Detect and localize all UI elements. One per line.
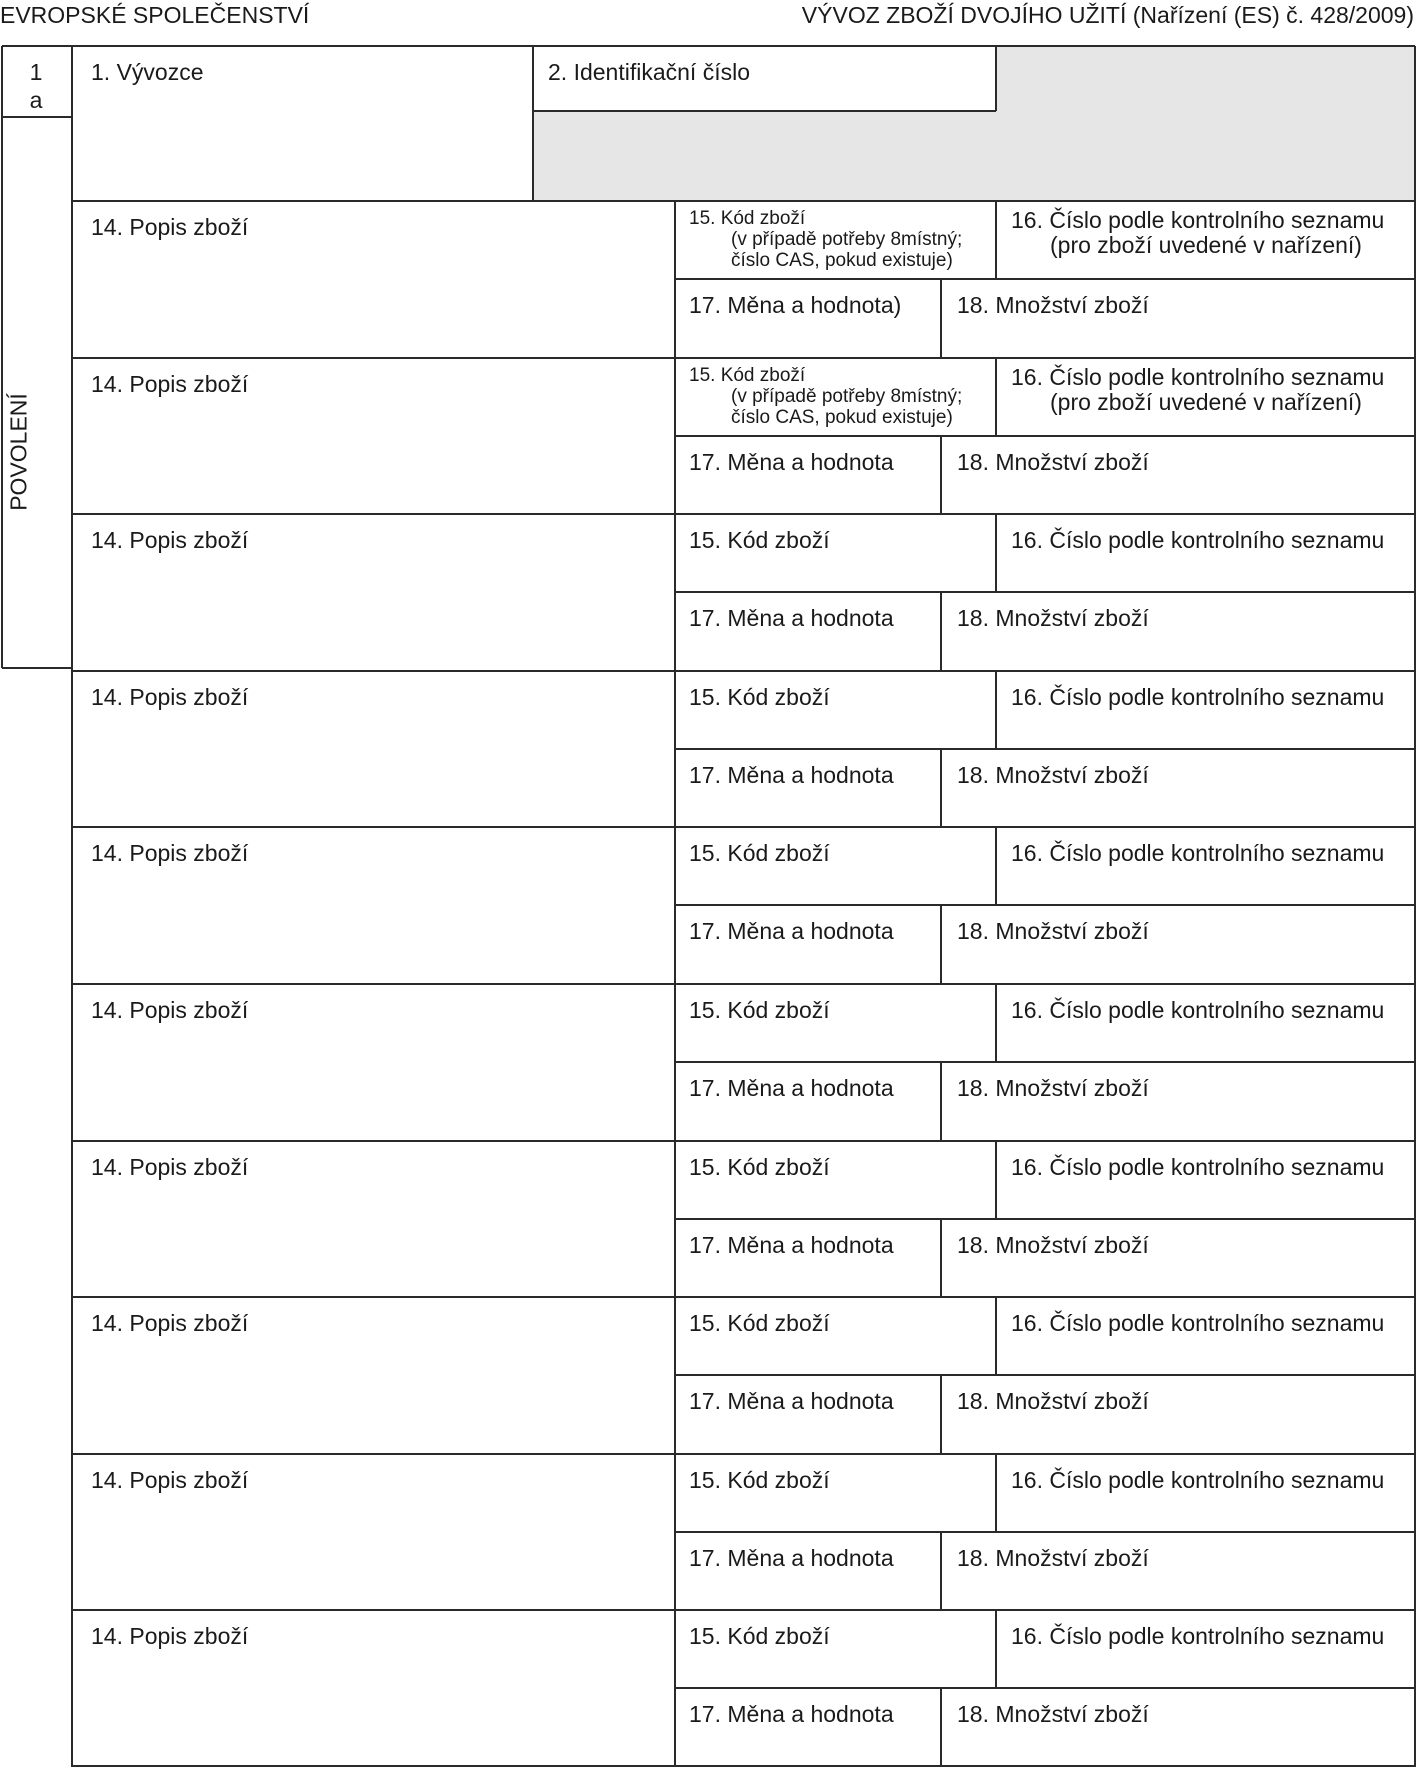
- item-7-quantity-label: 18. Množství zboží: [957, 1232, 1149, 1258]
- item-2-currency-label: 17. Měna a hodnota: [689, 449, 894, 475]
- item-9-mid-rule: [675, 1531, 1415, 1533]
- item-8-currency-divider: [940, 1375, 942, 1454]
- item-1-list-label: 16. Číslo podle kontrolního seznamu: [1011, 207, 1385, 233]
- shaded-area-right: [996, 46, 1415, 111]
- item-2-code-note-2: číslo CAS, pokud existuje): [731, 407, 953, 428]
- exporter-label: 1. Vývozce: [91, 59, 204, 85]
- id-right-border: [995, 46, 997, 111]
- item-6-code-label: 15. Kód zboží: [689, 997, 830, 1023]
- item-6-description-label: 14. Popis zboží: [91, 997, 249, 1023]
- item-1-quantity-label: 18. Množství zboží: [957, 292, 1149, 318]
- item-1-currency-divider: [940, 279, 942, 358]
- item-4-list-label: 16. Číslo podle kontrolního seznamu: [1011, 684, 1385, 710]
- item-7-code-label: 15. Kód zboží: [689, 1154, 830, 1180]
- main-left-border: [71, 46, 73, 1767]
- item-7-currency-label: 17. Měna a hodnota: [689, 1232, 894, 1258]
- item-9-list-label: 16. Číslo podle kontrolního seznamu: [1011, 1467, 1385, 1493]
- item-10-top-rule: [72, 1609, 1415, 1611]
- item-9-currency-label: 17. Měna a hodnota: [689, 1545, 894, 1571]
- item-7-code-divider: [995, 1141, 997, 1219]
- item-2-code-note-1: (v případě potřeby 8místný;: [731, 386, 963, 407]
- item-8-quantity-label: 18. Množství zboží: [957, 1388, 1149, 1414]
- item-9-currency-divider: [940, 1532, 942, 1610]
- header-community: EVROPSKÉ SPOLEČENSTVÍ: [0, 2, 310, 28]
- item-3-code-label: 15. Kód zboží: [689, 527, 830, 553]
- item-10-code-label: 15. Kód zboží: [689, 1623, 830, 1649]
- item-5-list-label: 16. Číslo podle kontrolního seznamu: [1011, 840, 1385, 866]
- id-bottom-border: [533, 110, 996, 112]
- side-letter: a: [29, 87, 43, 113]
- item-5-currency-label: 17. Měna a hodnota: [689, 918, 894, 944]
- item-9-code-divider: [995, 1454, 997, 1532]
- item-10-quantity-label: 18. Množství zboží: [957, 1701, 1149, 1727]
- item-3-currency-label: 17. Měna a hodnota: [689, 605, 894, 631]
- item-1-list-note: (pro zboží uvedené v nařízení): [1050, 232, 1362, 258]
- item-4-currency-label: 17. Měna a hodnota: [689, 762, 894, 788]
- item-2-list-label: 16. Číslo podle kontrolního seznamu: [1011, 364, 1385, 390]
- item-8-currency-label: 17. Měna a hodnota: [689, 1388, 894, 1414]
- item-5-description-label: 14. Popis zboží: [91, 840, 249, 866]
- item-2-code-label: 15. Kód zboží: [689, 365, 806, 386]
- item-7-list-label: 16. Číslo podle kontrolního seznamu: [1011, 1154, 1385, 1180]
- item-10-list-label: 16. Číslo podle kontrolního seznamu: [1011, 1623, 1385, 1649]
- item-7-description-label: 14. Popis zboží: [91, 1154, 249, 1180]
- item-6-top-rule: [72, 983, 1415, 985]
- item-1-description-label: 14. Popis zboží: [91, 214, 249, 240]
- item-4-code-label: 15. Kód zboží: [689, 684, 830, 710]
- item-6-quantity-label: 18. Množství zboží: [957, 1075, 1149, 1101]
- item-4-code-divider: [995, 671, 997, 749]
- item-4-top-rule: [72, 670, 1415, 672]
- item-3-description-label: 14. Popis zboží: [91, 527, 249, 553]
- item-2-list-note: (pro zboží uvedené v nařízení): [1050, 389, 1362, 415]
- item-8-code-divider: [995, 1297, 997, 1375]
- id-number-label: 2. Identifikační číslo: [548, 59, 750, 85]
- item-3-top-rule: [72, 513, 1415, 515]
- item-7-mid-rule: [675, 1218, 1415, 1220]
- exporter-divider: [532, 46, 534, 201]
- item-1-code-note-1: (v případě potřeby 8místný;: [731, 229, 963, 250]
- item-9-top-rule: [72, 1453, 1415, 1455]
- item-4-currency-divider: [940, 749, 942, 827]
- item-1-code-label: 15. Kód zboží: [689, 208, 806, 229]
- item-8-mid-rule: [675, 1374, 1415, 1376]
- item-1-mid-rule: [675, 278, 1415, 280]
- item-4-quantity-label: 18. Množství zboží: [957, 762, 1149, 788]
- item-1-currency-label: 17. Měna a hodnota): [689, 292, 902, 318]
- item-7-currency-divider: [940, 1219, 942, 1297]
- item-9-code-label: 15. Kód zboží: [689, 1467, 830, 1493]
- item-1-code-divider: [995, 201, 997, 279]
- item-1-code-note-2: číslo CAS, pokud existuje): [731, 250, 953, 271]
- item-3-mid-rule: [675, 591, 1415, 593]
- item-10-mid-rule: [675, 1687, 1415, 1689]
- item-8-code-label: 15. Kód zboží: [689, 1310, 830, 1336]
- item-3-list-label: 16. Číslo podle kontrolního seznamu: [1011, 527, 1385, 553]
- side-number: 1: [29, 59, 43, 85]
- item-2-code-divider: [995, 358, 997, 436]
- item-8-list-label: 16. Číslo podle kontrolního seznamu: [1011, 1310, 1385, 1336]
- item-2-currency-divider: [940, 436, 942, 514]
- item-5-code-divider: [995, 827, 997, 905]
- vertical-label: POVOLENÍ: [5, 393, 32, 511]
- item-2-mid-rule: [675, 435, 1415, 437]
- item-5-code-label: 15. Kód zboží: [689, 840, 830, 866]
- top-border: [2, 45, 1415, 47]
- item-5-quantity-label: 18. Množství zboží: [957, 918, 1149, 944]
- item-5-top-rule: [72, 826, 1415, 828]
- item-6-currency-divider: [940, 1062, 942, 1141]
- item-8-description-label: 14. Popis zboží: [91, 1310, 249, 1336]
- item-5-mid-rule: [675, 904, 1415, 906]
- item-2-top-rule: [72, 357, 1415, 359]
- item-10-code-divider: [995, 1610, 997, 1688]
- item-10-currency-divider: [940, 1688, 942, 1767]
- item-10-currency-label: 17. Měna a hodnota: [689, 1701, 894, 1727]
- item-8-top-rule: [72, 1296, 1415, 1298]
- side-bottom-border: [2, 667, 72, 669]
- side-divider: [2, 116, 72, 118]
- item-9-description-label: 14. Popis zboží: [91, 1467, 249, 1493]
- side-left-border: [1, 46, 3, 668]
- item-2-quantity-label: 18. Množství zboží: [957, 449, 1149, 475]
- item-4-description-label: 14. Popis zboží: [91, 684, 249, 710]
- shaded-area: [533, 111, 1415, 201]
- item-10-description-label: 14. Popis zboží: [91, 1623, 249, 1649]
- header-form-title: VÝVOZ ZBOŽÍ DVOJÍHO UŽITÍ (Nařízení (ES) č. 428/2009): [801, 2, 1414, 28]
- item-7-top-rule: [72, 1140, 1415, 1142]
- item-3-code-divider: [995, 514, 997, 592]
- item-6-list-label: 16. Číslo podle kontrolního seznamu: [1011, 997, 1385, 1023]
- item-2-description-label: 14. Popis zboží: [91, 371, 249, 397]
- item-6-currency-label: 17. Měna a hodnota: [689, 1075, 894, 1101]
- item-3-quantity-label: 18. Množství zboží: [957, 605, 1149, 631]
- item-9-quantity-label: 18. Množství zboží: [957, 1545, 1149, 1571]
- item-4-mid-rule: [675, 748, 1415, 750]
- item-5-currency-divider: [940, 905, 942, 984]
- item-6-mid-rule: [675, 1061, 1415, 1063]
- item-3-currency-divider: [940, 592, 942, 671]
- item-6-code-divider: [995, 984, 997, 1062]
- item-1-top-rule: [72, 200, 1415, 202]
